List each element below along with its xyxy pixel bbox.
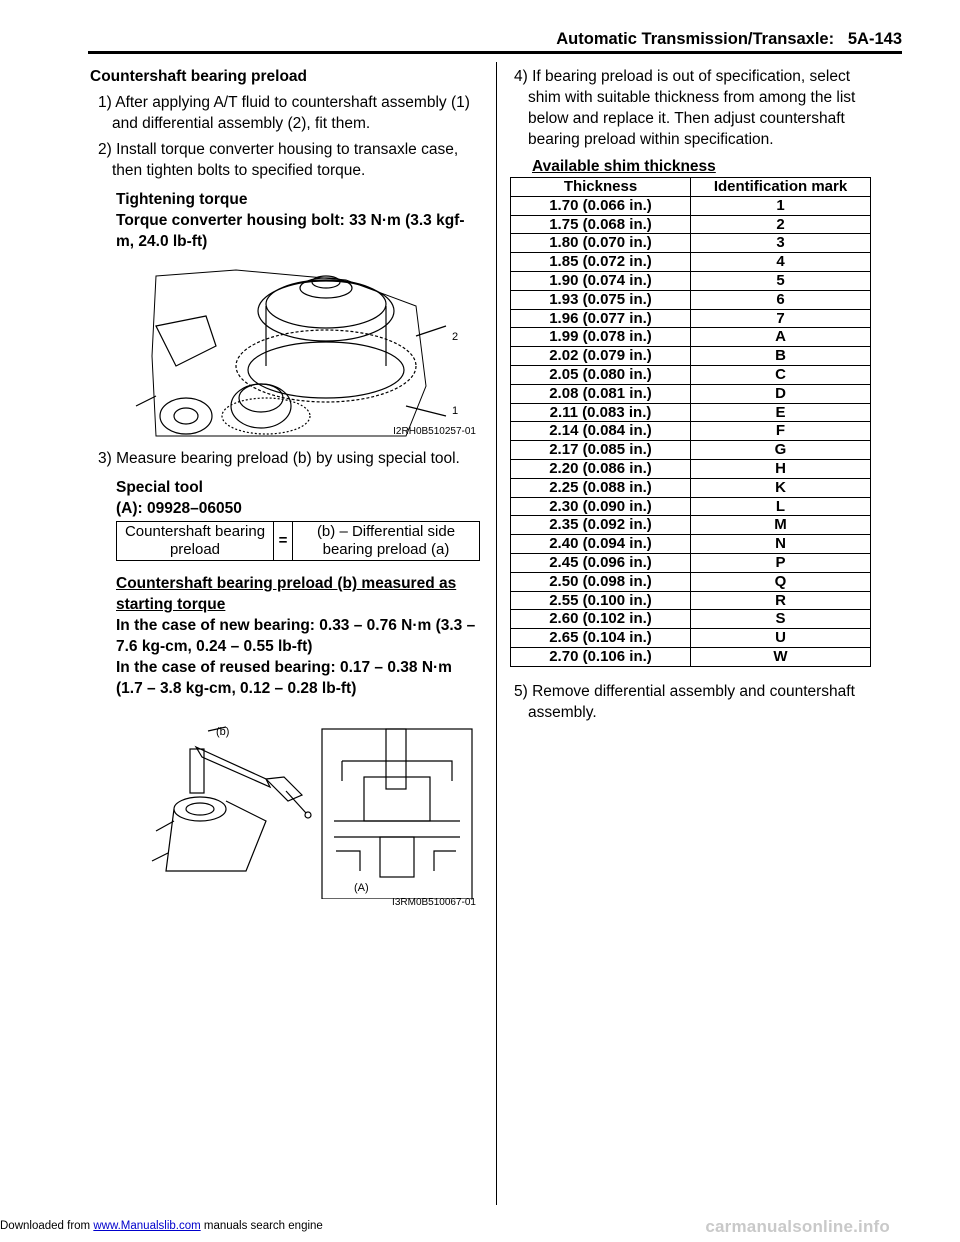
cell-thickness: 1.93 (0.075 in.) xyxy=(511,290,691,309)
table-row xyxy=(511,572,871,591)
spec-reused-bearing: In the case of reused bearing: 0.17 – 0.38 N·m (1.7 – 3.8 kg-cm, 0.12 – 0.28 lb-ft) xyxy=(116,659,452,697)
table-row xyxy=(511,215,871,234)
preload-tool-illustration xyxy=(116,721,482,899)
table-title: Available shim thickness xyxy=(532,158,716,175)
cell-mark: Q xyxy=(691,572,871,591)
cell-mark: 4 xyxy=(691,253,871,272)
table-row xyxy=(511,365,871,384)
footer-prefix: Downloaded from xyxy=(0,1220,94,1232)
table-row xyxy=(511,647,871,666)
table-row xyxy=(511,384,871,403)
table-row xyxy=(511,629,871,648)
cell-mark: R xyxy=(691,591,871,610)
step-3: 3) Measure bearing preload (b) by using special tool. xyxy=(98,450,460,467)
spec-title xyxy=(90,573,482,615)
table-row xyxy=(511,309,871,328)
table-row xyxy=(511,497,871,516)
formula-left: Countershaft bearing preload xyxy=(117,522,274,561)
cell-thickness: 2.60 (0.102 in.) xyxy=(511,610,691,629)
preload-formula-table xyxy=(116,521,480,561)
cell-thickness: 1.96 (0.077 in.) xyxy=(511,309,691,328)
table-row xyxy=(511,591,871,610)
watermark: carmanualsonline.info xyxy=(705,1217,890,1236)
step-1: 1) After applying A/T fluid to countershaft assembly (1) and differential assembly (2), fit them. xyxy=(98,94,470,132)
step-4: 4) If bearing preload is out of specification, select shim with suitable thickness from among the list below and replace it. Then adjust countershaft bearing preload within specification. xyxy=(514,68,856,148)
table-row xyxy=(511,441,871,460)
cell-mark: 6 xyxy=(691,290,871,309)
cell-mark: W xyxy=(691,647,871,666)
table-header-row xyxy=(511,178,871,197)
cell-mark: D xyxy=(691,384,871,403)
table-row xyxy=(511,328,871,347)
cell-mark: P xyxy=(691,553,871,572)
cell-mark: U xyxy=(691,629,871,648)
table-row xyxy=(511,516,871,535)
cell-mark: K xyxy=(691,478,871,497)
cell-mark: N xyxy=(691,535,871,554)
table-row xyxy=(511,535,871,554)
cell-mark: B xyxy=(691,347,871,366)
table-row xyxy=(511,234,871,253)
cell-thickness: 2.17 (0.085 in.) xyxy=(511,441,691,460)
cell-thickness: 2.08 (0.081 in.) xyxy=(511,384,691,403)
table-row xyxy=(511,403,871,422)
table-row xyxy=(511,459,871,478)
cell-thickness: 2.45 (0.096 in.) xyxy=(511,553,691,572)
footer-suffix: manuals search engine xyxy=(200,1220,323,1232)
header-title: Automatic Transmission/Transaxle: xyxy=(556,30,835,48)
manualslib-link[interactable]: www.Manualslib.com xyxy=(93,1220,201,1232)
special-tool-number: (A): 09928–06050 xyxy=(116,500,242,517)
formula-right: (b) – Differential side bearing preload (a) xyxy=(293,522,480,561)
cell-mark: M xyxy=(691,516,871,535)
cell-mark: E xyxy=(691,403,871,422)
cell-thickness: 2.50 (0.098 in.) xyxy=(511,572,691,591)
cell-thickness: 1.75 (0.068 in.) xyxy=(511,215,691,234)
right-column xyxy=(506,66,870,723)
footer xyxy=(0,1220,323,1232)
cell-mark: A xyxy=(691,328,871,347)
cell-mark: 7 xyxy=(691,309,871,328)
shim-thickness-table xyxy=(510,177,871,667)
col-thickness: Thickness xyxy=(511,178,691,197)
page-header xyxy=(556,30,902,49)
cell-thickness: 1.99 (0.078 in.) xyxy=(511,328,691,347)
figure-countershaft-assembly xyxy=(116,266,482,442)
cell-thickness: 2.20 (0.086 in.) xyxy=(511,459,691,478)
cell-mark: 1 xyxy=(691,196,871,215)
table-row xyxy=(511,290,871,309)
torque-spec: Torque converter housing bolt: 33 N·m (3.3 kgf-m, 24.0 lb-ft) xyxy=(116,212,465,250)
cell-thickness: 1.80 (0.070 in.) xyxy=(511,234,691,253)
cell-mark: H xyxy=(691,459,871,478)
cell-mark: 3 xyxy=(691,234,871,253)
cell-thickness: 2.11 (0.083 in.) xyxy=(511,403,691,422)
callout-1: 1 xyxy=(452,405,459,417)
cell-thickness: 1.85 (0.072 in.) xyxy=(511,253,691,272)
cell-thickness: 2.05 (0.080 in.) xyxy=(511,365,691,384)
spec-title-line-1: Countershaft bearing preload (b) measured as xyxy=(116,575,457,592)
spec-new-bearing: In the case of new bearing: 0.33 – 0.76 N·m (3.3 – 7.6 kg-cm, 0.24 – 0.55 lb-ft) xyxy=(116,617,476,655)
cell-mark: C xyxy=(691,365,871,384)
figure-code: I2RH0B510257-01 xyxy=(393,426,476,437)
cell-thickness: 2.55 (0.100 in.) xyxy=(511,591,691,610)
header-rule xyxy=(88,51,902,54)
callout-2: 2 xyxy=(452,331,459,343)
table-row xyxy=(511,347,871,366)
cell-mark: F xyxy=(691,422,871,441)
countershaft-illustration xyxy=(116,266,482,442)
callout-b: (b) xyxy=(216,726,230,738)
col-identification-mark: Identification mark xyxy=(691,178,871,197)
figure-preload-measure xyxy=(116,721,482,908)
step-5: 5) Remove differential assembly and countershaft assembly. xyxy=(514,682,855,721)
cell-mark: S xyxy=(691,610,871,629)
cell-mark: 5 xyxy=(691,271,871,290)
cell-mark: G xyxy=(691,441,871,460)
table-row xyxy=(511,610,871,629)
special-tool-title: Special tool xyxy=(116,479,203,496)
cell-thickness: 2.65 (0.104 in.) xyxy=(511,629,691,648)
table-row xyxy=(511,478,871,497)
cell-thickness: 2.02 (0.079 in.) xyxy=(511,347,691,366)
cell-thickness: 2.14 (0.084 in.) xyxy=(511,422,691,441)
figure-code-2: I3RM0B510067-01 xyxy=(392,897,476,908)
section-heading: Countershaft bearing preload xyxy=(90,68,308,85)
left-column xyxy=(90,66,482,908)
cell-thickness: 2.70 (0.106 in.) xyxy=(511,647,691,666)
table-row xyxy=(511,553,871,572)
formula-equals: = xyxy=(274,522,293,561)
table-row xyxy=(511,422,871,441)
cell-mark: L xyxy=(691,497,871,516)
cell-thickness: 2.35 (0.092 in.) xyxy=(511,516,691,535)
cell-thickness: 1.70 (0.066 in.) xyxy=(511,196,691,215)
cell-mark: 2 xyxy=(691,215,871,234)
table-row xyxy=(511,271,871,290)
table-row xyxy=(511,253,871,272)
step-2: 2) Install torque converter housing to transaxle case, then tighten bolts to specified torque. xyxy=(98,141,459,179)
cell-thickness: 2.40 (0.094 in.) xyxy=(511,535,691,554)
cell-thickness: 2.30 (0.090 in.) xyxy=(511,497,691,516)
torque-title: Tightening torque xyxy=(116,191,248,208)
page-number: 5A-143 xyxy=(847,30,902,48)
table-row xyxy=(511,196,871,215)
column-divider xyxy=(496,62,497,1205)
cell-thickness: 1.90 (0.074 in.) xyxy=(511,271,691,290)
callout-a: (A) xyxy=(354,882,369,894)
cell-thickness: 2.25 (0.088 in.) xyxy=(511,478,691,497)
spec-title-line-2: starting torque xyxy=(116,596,226,613)
